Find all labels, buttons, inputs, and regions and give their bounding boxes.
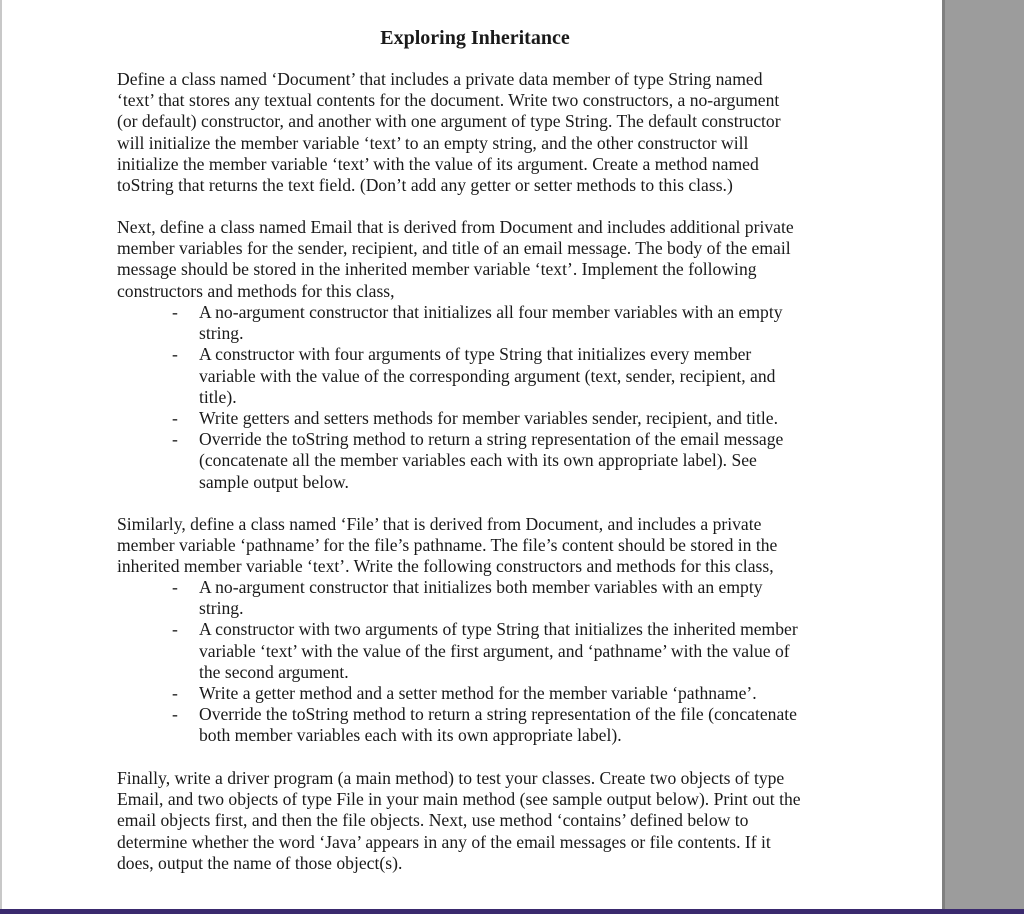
text-line: member variable ‘pathname’ for the file’s pathname. The file’s content should be stored in the: [117, 535, 778, 556]
document-page[interactable]: [2, 0, 942, 909]
text-line: Write getters and setters methods for member variables sender, recipient, and title.: [199, 407, 778, 428]
text-line: A constructor with four arguments of type String that initializes every member: [199, 344, 752, 365]
list-item: [117, 344, 847, 408]
text-line: does, output the name of those object(s).: [117, 852, 403, 873]
text-line: A no-argument constructor that initializes all four member variables with an empty: [199, 302, 783, 322]
text-line: string.: [199, 323, 244, 344]
paragraph-document-class: [117, 69, 837, 196]
file-requirements-list: [117, 577, 847, 747]
text-line: string.: [199, 598, 244, 619]
text-line: both member variables each with its own appropriate label).: [199, 725, 622, 746]
text-line: initialize the member variable ‘text’ with the value of its argument. Create a method named: [117, 153, 759, 174]
bullet-dash: -: [172, 302, 178, 322]
bullet-dash: -: [172, 682, 178, 703]
text-line: member variables for the sender, recipient, and title of an email message. The body of the email: [117, 238, 791, 259]
text-line: Next, define a class named Email that is derived from Document and includes additional private: [117, 217, 794, 237]
bullet-dash: -: [172, 407, 178, 428]
text-line: Override the toString method to return a string representation of the email message: [199, 429, 784, 450]
text-line: (or default) constructor, and another with one argument of type String. The default constructor: [117, 111, 781, 132]
bullet-dash: -: [172, 429, 178, 450]
text-line: Email, and two objects of type File in your main method (see sample output below). Print out the: [117, 789, 801, 810]
text-line: constructors and methods for this class,: [117, 280, 395, 301]
text-line: inherited member variable ‘text’. Write the following constructors and methods for this class,: [117, 556, 774, 577]
text-line: ‘text’ that stores any textual contents for the document. Write two constructors, a no-argument: [117, 90, 780, 111]
paragraph-file-class: [117, 514, 837, 578]
text-line: variable with the value of the corresponding argument (text, sender, recipient, and: [199, 365, 776, 386]
text-line: Finally, write a driver program (a main method) to test your classes. Create two objects of type: [117, 768, 785, 788]
list-item: [117, 619, 847, 683]
bottom-taskbar-strip: [0, 909, 1024, 914]
text-line: email objects first, and then the file objects. Next, use method ‘contains’ defined below to: [117, 810, 749, 831]
bullet-dash: -: [172, 577, 178, 597]
paragraph-driver-program: [117, 768, 837, 874]
document-title: Exploring Inheritance: [380, 27, 570, 49]
text-line: message should be stored in the inherited member variable ‘text’. Implement the following: [117, 259, 757, 280]
text-line: A no-argument constructor that initializes both member variables with an empty: [199, 577, 763, 597]
list-item: [117, 683, 847, 704]
list-item: [117, 577, 847, 619]
text-line: Similarly, define a class named ‘File’ that is derived from Document, and includes a private: [117, 514, 762, 534]
email-requirements-list: [117, 302, 847, 493]
text-line: title).: [199, 386, 237, 407]
text-line: determine whether the word ‘Java’ appears in any of the email messages or file contents. If it: [117, 831, 771, 852]
page-shadow: [942, 0, 945, 914]
text-line: Override the toString method to return a string representation of the file (concatenate: [199, 704, 797, 725]
text-line: Define a class named ‘Document’ that includes a private data member of type String named: [117, 69, 763, 89]
viewer-side-gutter: [942, 0, 1024, 914]
list-item: [117, 429, 847, 493]
text-line: Write a getter method and a setter method for the member variable ‘pathname’.: [199, 682, 757, 703]
bullet-dash: -: [172, 704, 178, 725]
text-line: sample output below.: [199, 471, 349, 492]
bullet-dash: -: [172, 344, 178, 365]
bullet-dash: -: [172, 619, 178, 640]
paragraph-email-class: [117, 217, 837, 302]
list-item: [117, 408, 847, 429]
list-item: [117, 302, 847, 344]
text-line: A constructor with two arguments of type String that initializes the inherited member: [199, 619, 798, 640]
text-line: the second argument.: [199, 661, 349, 682]
text-line: will initialize the member variable ‘text’ to an empty string, and the other constructor will: [117, 132, 749, 153]
list-item: [117, 704, 847, 746]
text-line: (concatenate all the member variables each with its own appropriate label). See: [199, 450, 757, 471]
text-line: toString that returns the text field. (Don’t add any getter or setter methods to this class.): [117, 174, 733, 195]
text-line: variable ‘text’ with the value of the first argument, and ‘pathname’ with the value of: [199, 640, 790, 661]
